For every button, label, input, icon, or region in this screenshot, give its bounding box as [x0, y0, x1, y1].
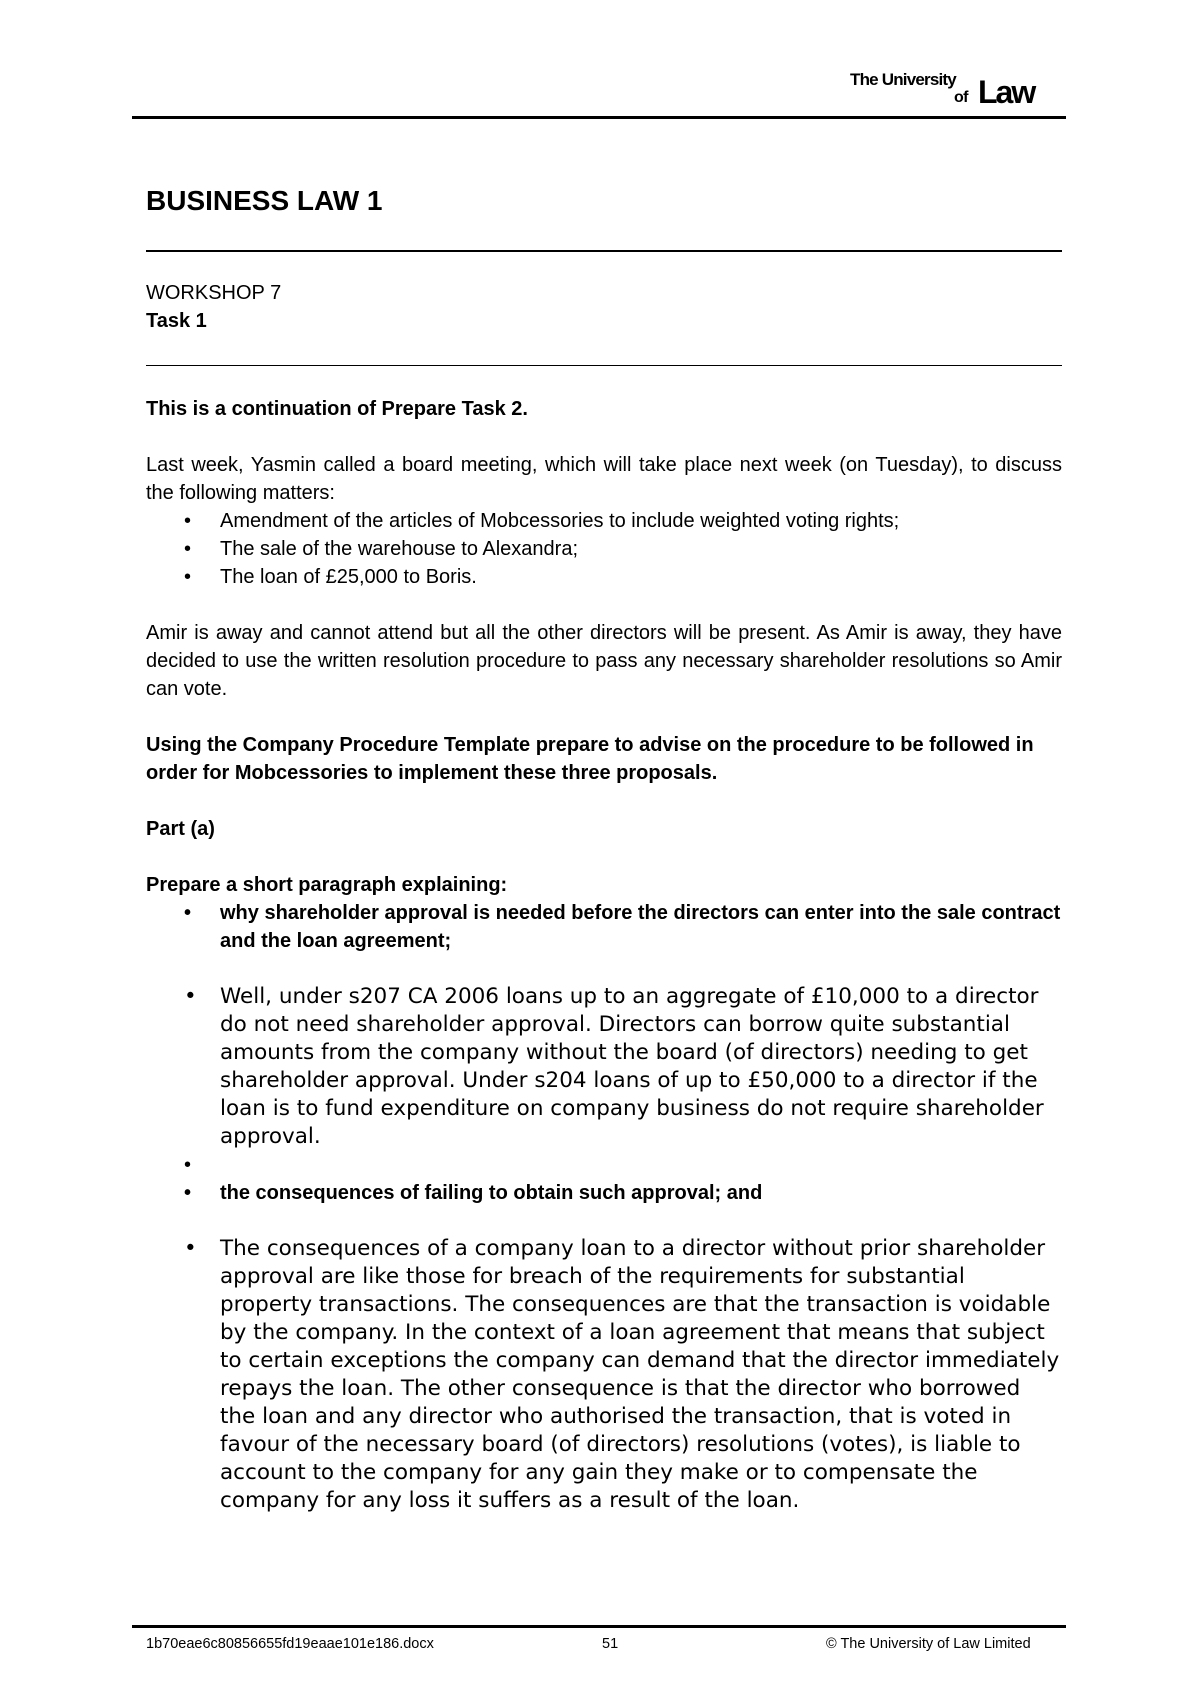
footer-filename: 1b70eae6c80856655fd19eaae101e186.docx	[146, 1636, 434, 1652]
question-1-text: why shareholder approval is needed before the directors can enter into the sale contract and the loan agreement;	[220, 902, 1061, 952]
list-item	[146, 899, 1062, 955]
logo-text-university: The University	[850, 70, 956, 89]
title-divider	[146, 250, 1062, 252]
meeting-paragraph: Last week, Yasmin called a board meeting, which will take place next week (on Tuesday), to discuss the following matters:	[146, 454, 1062, 504]
task-label: Task 1	[146, 310, 207, 332]
university-logo	[850, 70, 1058, 110]
bullet-icon: •	[184, 902, 192, 924]
list-item	[146, 983, 1062, 1151]
bullet-icon: •	[184, 538, 192, 560]
bullet-icon: •	[184, 1182, 192, 1204]
document-title: BUSINESS LAW 1	[146, 185, 383, 216]
list-item-text: Amendment of the articles of Mobcessories to include weighted voting rights;	[220, 510, 900, 532]
prepare-heading: Prepare a short paragraph explaining:	[146, 874, 508, 896]
logo-text-of: of	[954, 89, 968, 106]
empty-line	[146, 1207, 1062, 1235]
list-item	[146, 1179, 1062, 1207]
bullet-icon: •	[184, 1154, 192, 1176]
header-divider	[132, 116, 1066, 119]
question-2-text: the consequences of failing to obtain such approval; and	[220, 1182, 763, 1204]
intro-text: This is a continuation of Prepare Task 2.	[146, 398, 528, 420]
empty-line	[146, 955, 1062, 983]
bullet-icon: •	[184, 1236, 197, 1261]
part-heading: Part (a)	[146, 818, 215, 840]
instruction-text: Using the Company Procedure Template prepare to advise on the procedure to be followed in order for Mobcessories to implement these three proposals.	[146, 734, 1034, 784]
answer-2-text: The consequences of a company loan to a director without prior shareholder approval are like those for breach of the requirements for substantial property transactions. The consequences are that the transaction is voidable by the company. In the context of a loan agreement that means that subject to certain exceptions the company can demand that the director immediately repays the loan. The other consequence is that the director who borrowed the loan and any director who authorised the transaction, that is voted in favour of the necessary board (of directors) resolutions (votes), is liable to account to the company for any gain they make or to compensate the company for any loss it suffers as a result of the loan.	[220, 1236, 1060, 1513]
answer-1-text: Well, under s207 CA 2006 loans up to an aggregate of £10,000 to a director do not need shareholder approval. Directors can borrow quite substantial amounts from the company without the board (of directors) needing to get shareholder approval. Under s204 loans of up to £50,000 to a director if the loan is to fund expenditure on company business do not require shareholder approval.	[220, 984, 1044, 1149]
list-item	[146, 1235, 1062, 1515]
bullet-icon: •	[184, 984, 197, 1009]
list-item-text: The sale of the warehouse to Alexandra;	[220, 538, 579, 560]
list-item	[146, 535, 1062, 563]
workshop-label: WORKSHOP 7	[146, 282, 282, 304]
bullet-icon: •	[184, 566, 192, 588]
questions-list	[146, 899, 1062, 1515]
amir-paragraph: Amir is away and cannot attend but all the other directors will be present. As Amir is away, they have decided to use the written resolution procedure to pass any necessary shareholder resolutions so Amir can vote.	[146, 622, 1062, 700]
list-item-text: The loan of £25,000 to Boris.	[220, 566, 477, 588]
bullet-icon: •	[184, 510, 192, 532]
matters-list	[146, 507, 1062, 591]
list-item	[146, 507, 1062, 535]
footer-divider	[132, 1625, 1066, 1628]
footer-copyright: © The University of Law Limited	[826, 1636, 1031, 1652]
document-body	[146, 395, 1062, 1515]
logo-text-law: Law	[978, 74, 1035, 110]
task-divider	[146, 365, 1062, 366]
list-item	[146, 1151, 1062, 1179]
list-item	[146, 563, 1062, 591]
footer-page-number: 51	[602, 1636, 619, 1652]
